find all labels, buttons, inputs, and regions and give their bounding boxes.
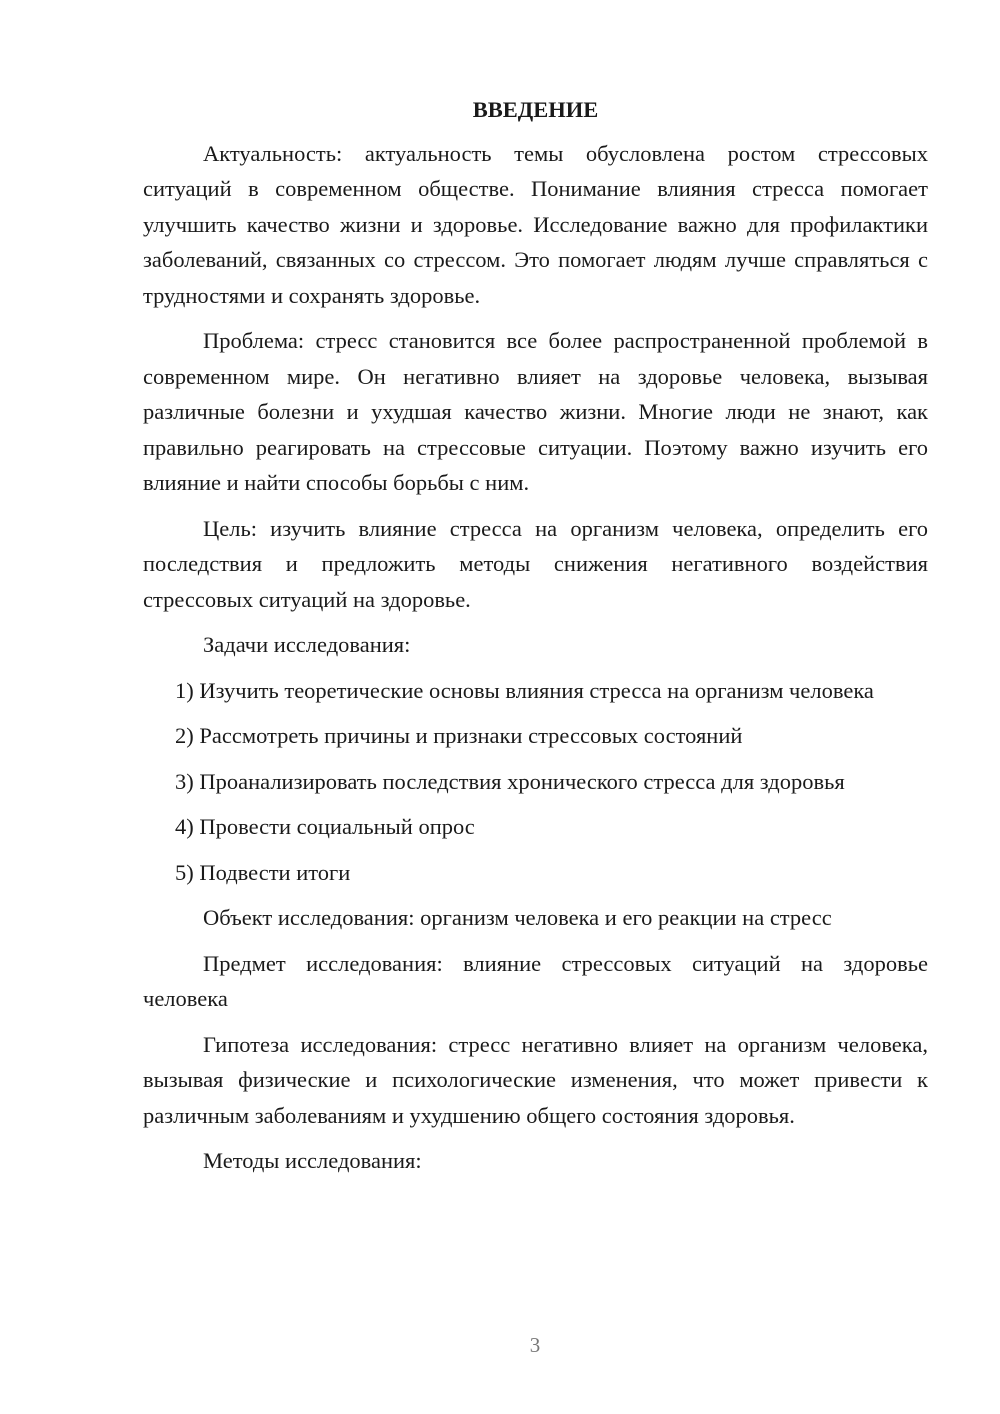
hypothesis-paragraph: Гипотеза исследования: стресс негативно влияет на организм человека, вызывая физические и психологические изменения, что может привести к различным заболеваниям и ухудшению общего состояния здоровья.: [143, 1031, 928, 1128]
tasks-heading: Задачи исследования:: [203, 632, 411, 657]
subject-paragraph: Предмет исследования: влияние стрессовых ситуаций на здоровье человека: [143, 950, 928, 1011]
goal-paragraph: Цель: изучить влияние стресса на организм человека, определить его последствия и предложить методы снижения негативного воздействия стрессовых ситуаций на здоровье.: [143, 515, 928, 612]
problem-paragraph: Проблема: стресс становится все более распространенной проблемой в современном мире. Он негативно влияет на здоровье человека, вызывая различные болезни и ухудшая качество жизни. Многие люди не знают, как правильно реагировать на стрессовые ситуации. Поэтому важно изучить его влияние и найти способы борьбы с ним.: [143, 328, 928, 495]
object-paragraph: Объект исследования: организм человека и его реакции на стресс: [203, 905, 832, 930]
list-item: 3) Проанализировать последствия хронического стресса для здоровья: [175, 768, 845, 794]
tasks-list: [143, 673, 928, 891]
list-item: 5) Подвести итоги: [175, 859, 351, 885]
list-item: 2) Рассмотреть причины и признаки стрессовых состояний: [175, 723, 743, 748]
methods-heading: Методы исследования:: [203, 1148, 422, 1173]
document-page: [143, 92, 928, 1189]
list-item: 4) Провести социальный опрос: [175, 814, 475, 839]
page-title: ВВЕДЕНИЕ: [472, 97, 599, 122]
relevance-paragraph: Актуальность: актуальность темы обусловлена ростом стрессовых ситуаций в современном обществе. Понимание влияния стресса помогает улучшить качество жизни и здоровье. Исследование важно для профилактики заболеваний, связанных со стрессом. Это помогает людям лучше справляться с трудностями и сохранять здоровье.: [143, 140, 928, 308]
page-number: 3: [529, 1333, 541, 1357]
list-item: 1) Изучить теоретические основы влияния стресса на организм человека: [175, 677, 874, 703]
